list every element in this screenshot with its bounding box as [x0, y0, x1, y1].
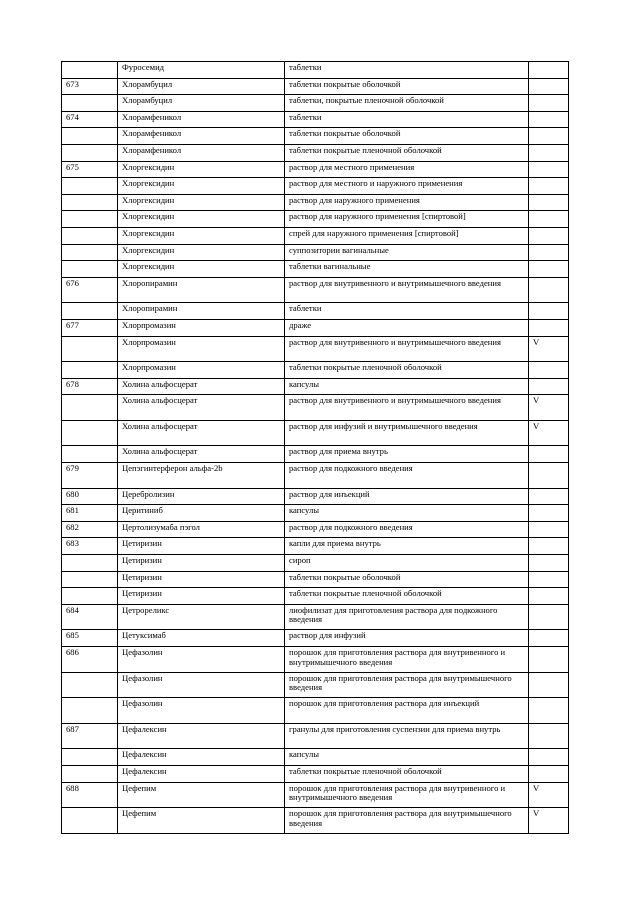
table-row — [62, 630, 569, 647]
drug-name: Цефазолин — [118, 672, 285, 698]
dosage-form: раствор для наружного применения [спиртовой] — [285, 211, 529, 228]
dosage-form: раствор для внутривенного и внутримышечного введения — [285, 336, 529, 362]
row-number — [62, 672, 118, 698]
table-row — [62, 111, 569, 128]
row-number: 680 — [62, 488, 118, 505]
row-number — [62, 765, 118, 782]
row-number — [62, 446, 118, 463]
dosage-form: капсулы — [285, 378, 529, 395]
row-number: 676 — [62, 277, 118, 303]
dosage-form: таблетки покрытые оболочкой — [285, 571, 529, 588]
vital-mark: V — [529, 420, 569, 446]
vital-mark — [529, 488, 569, 505]
table-row — [62, 808, 569, 834]
vital-mark — [529, 698, 569, 724]
row-number — [62, 303, 118, 320]
drug-name: Хлорпромазин — [118, 336, 285, 362]
drug-name: Хлорамфеникол — [118, 128, 285, 145]
table-row — [62, 782, 569, 808]
row-number — [62, 227, 118, 244]
dosage-form: раствор для местного и наружного применения — [285, 178, 529, 195]
vital-mark — [529, 194, 569, 211]
table-row — [62, 420, 569, 446]
dosage-form: драже — [285, 319, 529, 336]
drug-name: Цетиризин — [118, 555, 285, 572]
dosage-form: порошок для приготовления раствора для инъекций — [285, 698, 529, 724]
vital-mark — [529, 62, 569, 79]
drug-name: Фуросемид — [118, 62, 285, 79]
dosage-form: раствор для наружного применения — [285, 194, 529, 211]
dosage-form: таблетки покрытые пленочной оболочкой — [285, 765, 529, 782]
row-number: 683 — [62, 538, 118, 555]
row-number: 675 — [62, 161, 118, 178]
drug-name: Хлорамфеникол — [118, 111, 285, 128]
drug-name: Цефепим — [118, 808, 285, 834]
vital-mark — [529, 161, 569, 178]
dosage-form: таблетки покрытые оболочкой — [285, 128, 529, 145]
vital-mark — [529, 604, 569, 630]
dosage-form: таблетки покрытые пленочной оболочкой — [285, 588, 529, 605]
table-row — [62, 336, 569, 362]
drug-name: Хлоргексидин — [118, 178, 285, 195]
drug-name: Церебролизин — [118, 488, 285, 505]
table-row — [62, 505, 569, 522]
row-number: 678 — [62, 378, 118, 395]
dosage-form: раствор для местного применения — [285, 161, 529, 178]
table-row — [62, 698, 569, 724]
row-number — [62, 698, 118, 724]
table-row — [62, 555, 569, 572]
row-number — [62, 555, 118, 572]
table-row — [62, 446, 569, 463]
drug-name: Хлоргексидин — [118, 211, 285, 228]
row-number: 674 — [62, 111, 118, 128]
dosage-form: раствор для инфузий и внутримышечного введения — [285, 420, 529, 446]
row-number: 685 — [62, 630, 118, 647]
dosage-form: капли для приема внутрь — [285, 538, 529, 555]
table-row — [62, 211, 569, 228]
vital-mark — [529, 319, 569, 336]
dosage-form: капсулы — [285, 505, 529, 522]
drug-name: Цефалексин — [118, 749, 285, 766]
table-row — [62, 78, 569, 95]
drug-name: Хлоргексидин — [118, 244, 285, 261]
vital-mark — [529, 765, 569, 782]
dosage-form: раствор для подкожного введения — [285, 463, 529, 489]
row-number: 681 — [62, 505, 118, 522]
drug-name: Хлорамфеникол — [118, 144, 285, 161]
vital-mark — [529, 555, 569, 572]
table-row — [62, 303, 569, 320]
drug-list-table — [61, 61, 569, 834]
drug-name: Хлоргексидин — [118, 227, 285, 244]
table-row — [62, 395, 569, 421]
dosage-form: таблетки — [285, 111, 529, 128]
dosage-form: лиофилизат для приготовления раствора для подкожного введения — [285, 604, 529, 630]
table-row — [62, 378, 569, 395]
row-number — [62, 244, 118, 261]
vital-mark — [529, 95, 569, 112]
table-row — [62, 144, 569, 161]
table-row — [62, 128, 569, 145]
drug-name: Цефалексин — [118, 765, 285, 782]
drug-name: Хлоргексидин — [118, 161, 285, 178]
vital-mark — [529, 303, 569, 320]
vital-mark — [529, 521, 569, 538]
dosage-form: порошок для приготовления раствора для внутримышечного введения — [285, 672, 529, 698]
table-row — [62, 723, 569, 749]
table-row — [62, 178, 569, 195]
table-row — [62, 261, 569, 278]
table-row — [62, 244, 569, 261]
row-number — [62, 261, 118, 278]
vital-mark — [529, 128, 569, 145]
vital-mark — [529, 277, 569, 303]
dosage-form: таблетки — [285, 303, 529, 320]
vital-mark — [529, 111, 569, 128]
table-row — [62, 604, 569, 630]
table-row — [62, 588, 569, 605]
row-number: 679 — [62, 463, 118, 489]
vital-mark — [529, 378, 569, 395]
row-number — [62, 194, 118, 211]
vital-mark: V — [529, 808, 569, 834]
vital-mark — [529, 463, 569, 489]
dosage-form: таблетки покрытые пленочной оболочкой — [285, 144, 529, 161]
vital-mark — [529, 244, 569, 261]
table-row — [62, 62, 569, 79]
drug-name: Хлоропирамин — [118, 303, 285, 320]
table-row — [62, 521, 569, 538]
vital-mark — [529, 446, 569, 463]
dosage-form: таблетки, покрытые пленочной оболочкой — [285, 95, 529, 112]
drug-name: Холина альфосцерат — [118, 446, 285, 463]
table-row — [62, 765, 569, 782]
vital-mark — [529, 261, 569, 278]
dosage-form: таблетки покрытые оболочкой — [285, 78, 529, 95]
drug-name: Цетиризин — [118, 588, 285, 605]
row-number — [62, 144, 118, 161]
vital-mark — [529, 571, 569, 588]
row-number — [62, 178, 118, 195]
row-number: 687 — [62, 723, 118, 749]
drug-name: Цетиризин — [118, 571, 285, 588]
dosage-form: порошок для приготовления раствора для внутримышечного введения — [285, 808, 529, 834]
table-row — [62, 488, 569, 505]
drug-name: Хлорамбуцил — [118, 95, 285, 112]
dosage-form: сироп — [285, 555, 529, 572]
row-number — [62, 211, 118, 228]
row-number — [62, 571, 118, 588]
drug-name: Хлоргексидин — [118, 261, 285, 278]
row-number: 688 — [62, 782, 118, 808]
row-number — [62, 336, 118, 362]
dosage-form: спрей для наружного применения [спиртовой] — [285, 227, 529, 244]
drug-name: Хлоргексидин — [118, 194, 285, 211]
table-row — [62, 571, 569, 588]
table-row — [62, 227, 569, 244]
drug-name: Холина альфосцерат — [118, 378, 285, 395]
vital-mark — [529, 78, 569, 95]
vital-mark — [529, 749, 569, 766]
drug-name: Цефазолин — [118, 647, 285, 673]
vital-mark: V — [529, 782, 569, 808]
drug-name: Цепэгинтерферон альфа-2b — [118, 463, 285, 489]
row-number — [62, 128, 118, 145]
drug-name: Хлорпромазин — [118, 362, 285, 379]
drug-name: Цетиризин — [118, 538, 285, 555]
dosage-form: капсулы — [285, 749, 529, 766]
dosage-form: таблетки — [285, 62, 529, 79]
drug-name: Цефазолин — [118, 698, 285, 724]
drug-name: Хлорамбуцил — [118, 78, 285, 95]
row-number: 686 — [62, 647, 118, 673]
dosage-form: раствор для внутривенного и внутримышечного введения — [285, 395, 529, 421]
vital-mark — [529, 672, 569, 698]
vital-mark — [529, 227, 569, 244]
table-row — [62, 161, 569, 178]
dosage-form: таблетки покрытые пленочной оболочкой — [285, 362, 529, 379]
row-number — [62, 420, 118, 446]
dosage-form: суппозитории вагинальные — [285, 244, 529, 261]
drug-name: Церитиниб — [118, 505, 285, 522]
dosage-form: раствор для приема внутрь — [285, 446, 529, 463]
row-number — [62, 395, 118, 421]
dosage-form: порошок для приготовления раствора для внутривенного и внутримышечного введения — [285, 647, 529, 673]
drug-list-body — [62, 62, 569, 834]
table-row — [62, 463, 569, 489]
drug-name: Цетуксимаб — [118, 630, 285, 647]
row-number — [62, 95, 118, 112]
drug-name: Цетрореликс — [118, 604, 285, 630]
dosage-form: раствор для инфузий — [285, 630, 529, 647]
drug-name: Холина альфосцерат — [118, 395, 285, 421]
row-number — [62, 362, 118, 379]
dosage-form: раствор для инъекций — [285, 488, 529, 505]
table-row — [62, 319, 569, 336]
table-row — [62, 95, 569, 112]
drug-name: Хлорпромазин — [118, 319, 285, 336]
table-row — [62, 277, 569, 303]
row-number: 682 — [62, 521, 118, 538]
vital-mark — [529, 178, 569, 195]
vital-mark — [529, 588, 569, 605]
dosage-form: гранулы для приготовления суспензии для приема внутрь — [285, 723, 529, 749]
vital-mark — [529, 723, 569, 749]
table-row — [62, 647, 569, 673]
vital-mark: V — [529, 395, 569, 421]
row-number: 673 — [62, 78, 118, 95]
vital-mark — [529, 505, 569, 522]
vital-mark — [529, 630, 569, 647]
row-number — [62, 588, 118, 605]
table-row — [62, 749, 569, 766]
row-number — [62, 62, 118, 79]
row-number: 684 — [62, 604, 118, 630]
table-row — [62, 538, 569, 555]
row-number: 677 — [62, 319, 118, 336]
dosage-form: порошок для приготовления раствора для внутривенного и внутримышечного введения — [285, 782, 529, 808]
drug-name: Цертолизумаба пэгол — [118, 521, 285, 538]
drug-name: Холина альфосцерат — [118, 420, 285, 446]
table-row — [62, 672, 569, 698]
vital-mark — [529, 144, 569, 161]
drug-name: Цефепим — [118, 782, 285, 808]
dosage-form: раствор для подкожного введения — [285, 521, 529, 538]
dosage-form: раствор для внутривенного и внутримышечного введения — [285, 277, 529, 303]
drug-name: Цефалексин — [118, 723, 285, 749]
table-row — [62, 194, 569, 211]
vital-mark — [529, 362, 569, 379]
vital-mark — [529, 647, 569, 673]
row-number — [62, 808, 118, 834]
drug-name: Хлоропирамин — [118, 277, 285, 303]
vital-mark — [529, 538, 569, 555]
vital-mark: V — [529, 336, 569, 362]
dosage-form: таблетки вагинальные — [285, 261, 529, 278]
table-row — [62, 362, 569, 379]
vital-mark — [529, 211, 569, 228]
row-number — [62, 749, 118, 766]
